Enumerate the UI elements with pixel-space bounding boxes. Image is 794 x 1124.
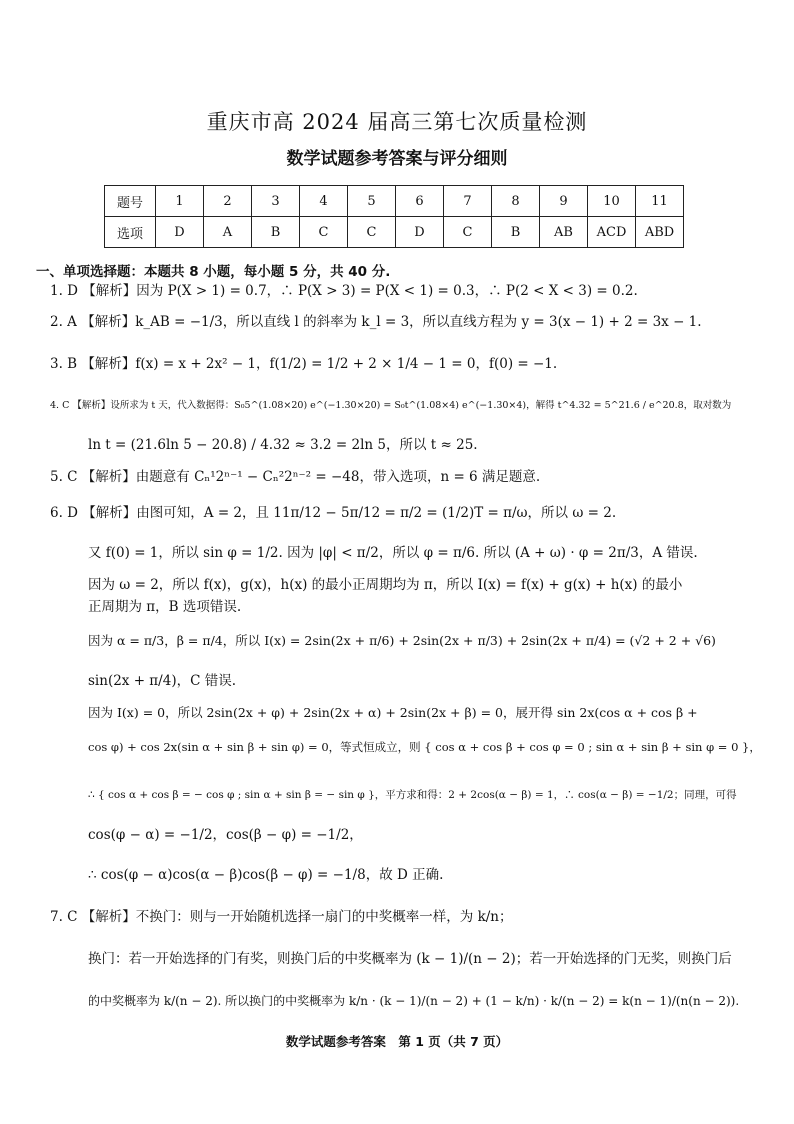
answer-line: 因为 I(x) = 0，所以 2sin(2x + φ) + 2sin(2x + α) + 2sin(2x + β) = 0，展开得 sin 2x(cos α + cos β + bbox=[88, 705, 698, 720]
table-cell: C bbox=[348, 217, 396, 248]
answer-line: 5. C 【解析】由题意有 Cₙ¹2ⁿ⁻¹ − Cₙ²2ⁿ⁻² = −48，带入选项，n = 6 满足题意. bbox=[50, 469, 541, 485]
answer-line: 1. D 【解析】因为 P(X > 1) = 0.7，∴ P(X > 3) = P(X < 1) = 0.3，∴ P(2 < X < 3) = 0.2. bbox=[50, 283, 638, 299]
answer-table-number-row bbox=[105, 186, 684, 217]
table-cell: 2 bbox=[204, 186, 252, 217]
answer-line: ∴ cos(φ − α)cos(α − β)cos(β − φ) = −1/8，故 D 正确. bbox=[88, 867, 444, 883]
page-footer: 数学试题参考答案 第 1 页（共 7 页） bbox=[285, 1034, 509, 1049]
table-cell: 4 bbox=[300, 186, 348, 217]
answer-line: ln t = (21.6ln 5 − 20.8) / 4.32 ≈ 3.2 = 2ln 5，所以 t ≈ 25. bbox=[88, 437, 478, 453]
table-cell: 3 bbox=[252, 186, 300, 217]
answer-line: 6. D 【解析】由图可知，A = 2，且 11π/12 − 5π/12 = π/2 = (1/2)T = π/ω，所以 ω = 2. bbox=[50, 505, 617, 521]
table-cell: C bbox=[300, 217, 348, 248]
table-cell: B bbox=[252, 217, 300, 248]
answer-line: 3. B 【解析】f(x) = x + 2x² − 1，f(1/2) = 1/2 + 2 × 1/4 − 1 = 0，f(0) = −1. bbox=[50, 356, 558, 372]
answer-line: cos φ) + cos 2x(sin α + sin β + sin φ) = 0，等式恒成立，则 { cos α + cos β + cos φ = 0 ; sin α + sin β + sin φ = 0 }， bbox=[88, 740, 761, 754]
table-cell: ABD bbox=[636, 217, 684, 248]
answer-table-answer-row bbox=[105, 217, 684, 248]
answer-line: 的中奖概率为 k/(n − 2). 所以换门的中奖概率为 k/n · (k − 1)/(n − 2) + (1 − k/n) · k/(n − 2) = k(n − 1)/(n(n − 2)). bbox=[88, 994, 740, 1008]
table-cell: 6 bbox=[396, 186, 444, 217]
answer-line: 4. C 【解析】设所求为 t 天，代入数据得：S₀5^(1.08×20) e^(−1.30×20) = S₀t^(1.08×4) e^(−1.30×4)，解得 t^4.32 = 5^21.6 / e^20.8，取对数为 bbox=[50, 400, 732, 411]
table-cell: 8 bbox=[492, 186, 540, 217]
table-cell: D bbox=[396, 217, 444, 248]
answer-line: sin(2x + π/4)，C 错误. bbox=[88, 673, 236, 689]
table-cell: A bbox=[204, 217, 252, 248]
table-cell: 9 bbox=[540, 186, 588, 217]
answer-line: cos(φ − α) = −1/2，cos(β − φ) = −1/2， bbox=[88, 827, 363, 843]
answer-line: 因为 ω = 2，所以 f(x)，g(x)，h(x) 的最小正周期均为 π，所以 I(x) = f(x) + g(x) + h(x) 的最小 bbox=[88, 577, 683, 593]
table-cell: B bbox=[492, 217, 540, 248]
answer-line: 正周期为 π，B 选项错误. bbox=[88, 599, 242, 615]
section-heading: 一、单项选择题：本题共 8 小题，每小题 5 分，共 40 分. bbox=[36, 264, 391, 280]
table-cell: 1 bbox=[156, 186, 204, 217]
row-label: 选项 bbox=[105, 217, 156, 248]
page-subtitle: 数学试题参考答案与评分细则 bbox=[286, 149, 508, 169]
answer-line: 又 f(0) = 1，所以 sin φ = 1/2. 因为 |φ| < π/2，所以 φ = π/6. 所以 (A + ω) · φ = 2π/3，A 错误. bbox=[88, 545, 698, 561]
answer-line: 因为 α = π/3，β = π/4，所以 I(x) = 2sin(2x + π/6) + 2sin(2x + π/3) + 2sin(2x + π/4) = (√2 + 2 + √6) bbox=[88, 633, 716, 648]
row-label: 题号 bbox=[105, 186, 156, 217]
table-cell: AB bbox=[540, 217, 588, 248]
table-cell: 11 bbox=[636, 186, 684, 217]
table-cell: 10 bbox=[588, 186, 636, 217]
answer-line: 换门：若一开始选择的门有奖，则换门后的中奖概率为 (k − 1)/(n − 2)；若一开始选择的门无奖，则换门后 bbox=[88, 951, 732, 967]
answer-line: ∴ { cos α + cos β = − cos φ ; sin α + sin β = − sin φ }，平方求和得：2 + 2cos(α − β) = 1，∴ cos(α − β) = −1/2；同理，可得 bbox=[88, 789, 737, 801]
table-cell: 7 bbox=[444, 186, 492, 217]
table-cell: 5 bbox=[348, 186, 396, 217]
table-cell: C bbox=[444, 217, 492, 248]
page-title: 重庆市高 2024 届高三第七次质量检测 bbox=[206, 110, 588, 134]
answer-line: 2. A 【解析】k_AB = −1/3，所以直线 l 的斜率为 k_l = 3，所以直线方程为 y = 3(x − 1) + 2 = 3x − 1. bbox=[50, 314, 702, 330]
answer-table bbox=[104, 185, 684, 248]
table-cell: ACD bbox=[588, 217, 636, 248]
table-cell: D bbox=[156, 217, 204, 248]
answer-line: 7. C 【解析】不换门：则与一开始随机选择一扇门的中奖概率一样，为 k/n； bbox=[50, 909, 513, 925]
